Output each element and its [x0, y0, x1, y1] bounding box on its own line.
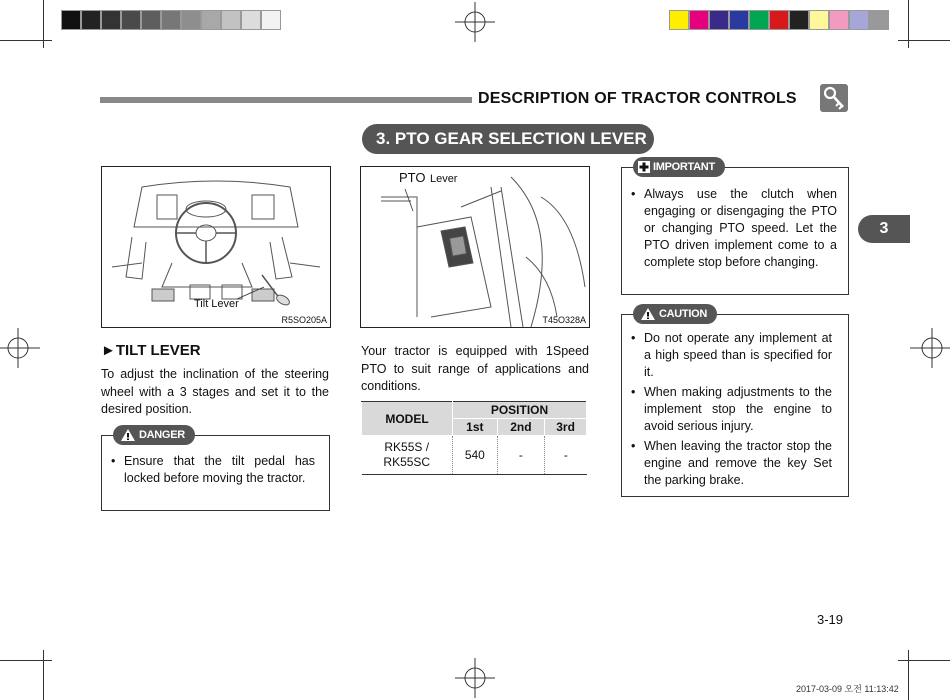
danger-item: • Ensure that the tilt pedal has locked before moving the tractor.	[102, 453, 315, 487]
table-subheader: 1st	[453, 419, 498, 436]
calibration-swatch	[161, 10, 181, 30]
calibration-swatch	[869, 10, 889, 30]
warning-icon	[640, 307, 656, 321]
calibration-swatch	[789, 10, 809, 30]
calibration-swatch	[829, 10, 849, 30]
caution-item: • Do not operate any implement at a high speed than is specified for it.	[622, 330, 832, 381]
crop-mark	[0, 660, 52, 661]
figure-label-sub: Lever	[429, 173, 458, 185]
caution-badge	[633, 304, 717, 324]
important-label: IMPORTANT	[653, 161, 715, 173]
calibration-swatch	[61, 10, 81, 30]
registration-mark-bottom	[455, 658, 495, 698]
calibration-swatch	[729, 10, 749, 30]
important-badge	[633, 157, 725, 177]
calibration-swatch	[769, 10, 789, 30]
calibration-swatch	[121, 10, 141, 30]
caution-box	[621, 314, 849, 497]
figure-label-main: PTO	[399, 170, 426, 185]
table-cell: -	[497, 436, 544, 475]
calibration-swatch	[141, 10, 161, 30]
figure-code: R5SO205A	[281, 315, 327, 325]
table-header-position: POSITION	[453, 402, 587, 419]
pto-text: Your tractor is equipped with 1Speed PTO to suit range of applications and conditions.	[361, 344, 589, 393]
table-subheader: 2nd	[497, 419, 544, 436]
figure-label	[399, 169, 457, 187]
calibration-swatch	[81, 10, 101, 30]
section-title: 3. PTO GEAR SELECTION LEVER	[362, 124, 654, 154]
table-cell: -	[545, 436, 587, 475]
key-icon	[820, 84, 848, 112]
calibration-swatch	[689, 10, 709, 30]
table-subheader: 3rd	[545, 419, 587, 436]
calibration-swatch	[809, 10, 829, 30]
caution-item: • When making adjustments to the implement stop the engine to avoid serious injury.	[622, 384, 832, 435]
calibration-swatch	[709, 10, 729, 30]
page-title: DESCRIPTION OF TRACTOR CONTROLS	[478, 90, 797, 107]
crop-mark	[898, 660, 950, 661]
danger-box	[101, 435, 330, 511]
calibration-swatch	[261, 10, 281, 30]
important-list	[622, 186, 848, 271]
crop-mark	[908, 650, 909, 700]
registration-mark-left	[0, 328, 40, 368]
danger-badge	[113, 425, 195, 445]
figure-label: Tilt Lever	[194, 298, 239, 310]
danger-label: DANGER	[139, 429, 185, 441]
caution-item: • When leaving the tractor stop the engine and remove the key Set the parking brake.	[622, 438, 832, 489]
caution-list	[622, 330, 848, 489]
crop-mark	[43, 650, 44, 700]
calibration-swatch	[849, 10, 869, 30]
page-number: 3-19	[817, 612, 844, 627]
calibration-swatch	[221, 10, 241, 30]
calibration-swatch	[241, 10, 261, 30]
calibration-swatch	[669, 10, 689, 30]
crop-mark	[898, 40, 950, 41]
important-item: • Always use the clutch when engaging or disengaging the PTO or changing PTO speed. Let the PTO driven implement come to a complete stop before changing.	[622, 186, 837, 271]
table-cell: 540	[453, 436, 498, 475]
calibration-swatch	[749, 10, 769, 30]
important-box	[621, 167, 849, 295]
registration-mark-right	[910, 328, 950, 368]
header-rule	[100, 97, 472, 103]
table-cell-model: RK55S / RK55SC	[362, 436, 453, 475]
calibration-swatch	[181, 10, 201, 30]
table-row	[362, 436, 587, 475]
tilt-lever-figure	[101, 166, 331, 328]
calibration-swatch	[201, 10, 221, 30]
crop-mark	[0, 40, 52, 41]
pto-speed-table	[361, 401, 587, 475]
tilt-lever-heading: ►TILT LEVER	[101, 342, 201, 359]
caution-label: CAUTION	[659, 308, 708, 320]
tilt-lever-text: To adjust the inclination of the steering wheel with a 3 stages and set it to the desired position.	[101, 367, 329, 416]
calibration-swatch	[101, 10, 121, 30]
table-header-model: MODEL	[362, 402, 453, 436]
pto-illustration	[361, 167, 589, 327]
figure-code: T45O328A	[542, 315, 586, 325]
chapter-tab: 3	[858, 215, 910, 243]
registration-mark-top	[455, 2, 495, 42]
warning-icon	[120, 428, 136, 442]
pto-lever-figure	[360, 166, 590, 328]
print-timestamp: 2017-03-09 오전 11:13:42	[796, 684, 899, 694]
plus-icon	[637, 160, 651, 174]
danger-list	[102, 453, 329, 487]
